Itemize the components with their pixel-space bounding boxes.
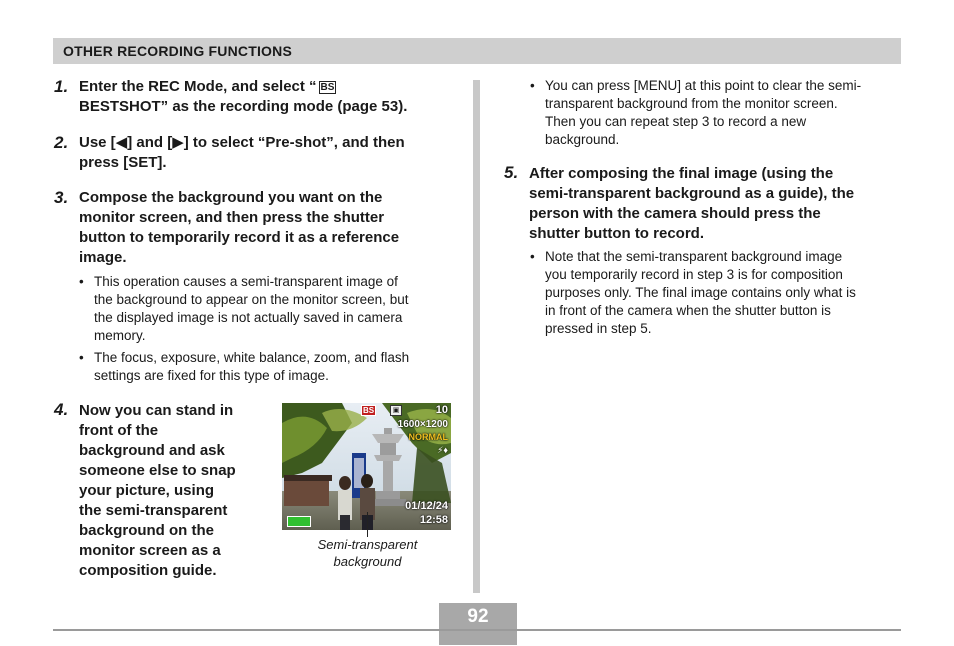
step-2-line1: Use [◀] and [▶] to select “Pre-shot”, and then — [79, 134, 405, 151]
battery-icon — [287, 516, 311, 527]
step-4-line: background on the — [79, 522, 214, 539]
bullet-line: settings are fixed for this type of image. — [94, 368, 329, 383]
focus-mode-icon: ▣ — [390, 405, 402, 416]
step-3-line: monitor screen, and then press the shutter — [79, 209, 385, 226]
step-4-number: 4. — [54, 400, 69, 419]
bullet-dot: • — [530, 249, 535, 264]
photo-date: 01/12/24 — [405, 500, 448, 512]
step-5-text — [529, 164, 909, 244]
bullet-line: The focus, exposure, white balance, zoom, and flash — [94, 350, 410, 365]
step-4-line: Now you can stand in — [79, 402, 234, 419]
step-1-number: 1. — [54, 77, 69, 96]
bullet-line: transparent background from the monitor screen. — [545, 96, 838, 111]
bestshot-icon: BS — [320, 82, 335, 93]
bullet-line: Note that the semi-transparent background image — [545, 249, 843, 264]
step-4-line: front of the — [79, 422, 159, 439]
image-size: 1600×1200 — [397, 419, 448, 430]
step-3-bullet-2 — [79, 349, 469, 387]
bullet-line: background. — [545, 132, 620, 147]
column-divider — [473, 80, 480, 593]
remaining-shots: 10 — [435, 404, 448, 416]
page-number-tab — [439, 631, 517, 645]
step-4-text — [79, 401, 279, 581]
page-number-box — [439, 603, 517, 629]
step-4-line: someone else to snap — [79, 462, 236, 479]
step-3-text — [79, 188, 469, 268]
bestshot-indicator: BS — [363, 406, 375, 415]
step-1-line2: BESTSHOT” as the recording mode (page 53). — [79, 98, 408, 115]
photo-caption — [300, 536, 435, 570]
bullet-line: memory. — [94, 328, 146, 343]
image-quality: NORMAL — [408, 432, 448, 442]
step-2-number: 2. — [54, 133, 69, 152]
bullet-line: you temporarily record in step 3 is for composition — [545, 267, 843, 282]
caption-line: Semi-transparent — [317, 537, 418, 552]
bullet-line: pressed in step 5. — [545, 321, 652, 336]
step-1-text — [79, 77, 469, 117]
bullet-line: purposes only. The final image contains only what is — [545, 285, 856, 300]
step-5-line: shutter button to record. — [529, 225, 704, 242]
step-3-bullet-1 — [79, 273, 469, 348]
step-3-line: image. — [79, 249, 127, 266]
step-4-line: monitor screen as a — [79, 542, 221, 559]
page-number: 92 — [467, 606, 489, 627]
right-bullet-menu — [530, 77, 910, 153]
bullet-line: the background to appear on the monitor screen, but — [94, 292, 409, 307]
step-4-line: the semi-transparent — [79, 502, 228, 519]
section-header — [53, 38, 901, 64]
section-title: OTHER RECORDING FUNCTIONS — [63, 43, 292, 59]
flash-mode-icon: ⚡♦ — [437, 445, 448, 455]
caption-leader-line — [367, 512, 368, 537]
bullet-dot: • — [79, 274, 84, 289]
bullet-line: in front of the camera when the shutter button is — [545, 303, 831, 318]
camera-monitor-photo — [282, 403, 451, 530]
bullet-line: This operation causes a semi-transparent image of — [94, 274, 398, 289]
step-3-line: button to temporarily record it as a reference — [79, 229, 400, 246]
step-4-line: background and ask — [79, 442, 225, 459]
photo-time: 12:58 — [419, 514, 448, 526]
step-5-line: semi-transparent background as a guide), the — [529, 185, 855, 202]
bullet-line: You can press [MENU] at this point to clear the semi- — [545, 78, 862, 93]
bullet-line: the displayed image is not actually saved in camera — [94, 310, 403, 325]
step-5-number: 5. — [504, 163, 519, 182]
step-5-line: After composing the final image (using the — [529, 165, 834, 182]
bullet-line: Then you can repeat step 3 to record a new — [545, 114, 807, 129]
bullet-dot: • — [79, 350, 84, 365]
step-4-line: your picture, using — [79, 482, 215, 499]
step-5-line: person with the camera should press the — [529, 205, 821, 222]
step-1-line1: Enter the REC Mode, and select “ — [79, 78, 317, 95]
step-3-number: 3. — [54, 188, 69, 207]
step-3-line: Compose the background you want on the — [79, 189, 383, 206]
step-5-bullet — [530, 248, 910, 340]
step-2-text — [79, 133, 469, 173]
step-2-line2: press [SET]. — [79, 154, 167, 171]
caption-line: background — [333, 554, 402, 569]
step-4-line: composition guide. — [79, 562, 217, 579]
bullet-dot: • — [530, 78, 535, 93]
